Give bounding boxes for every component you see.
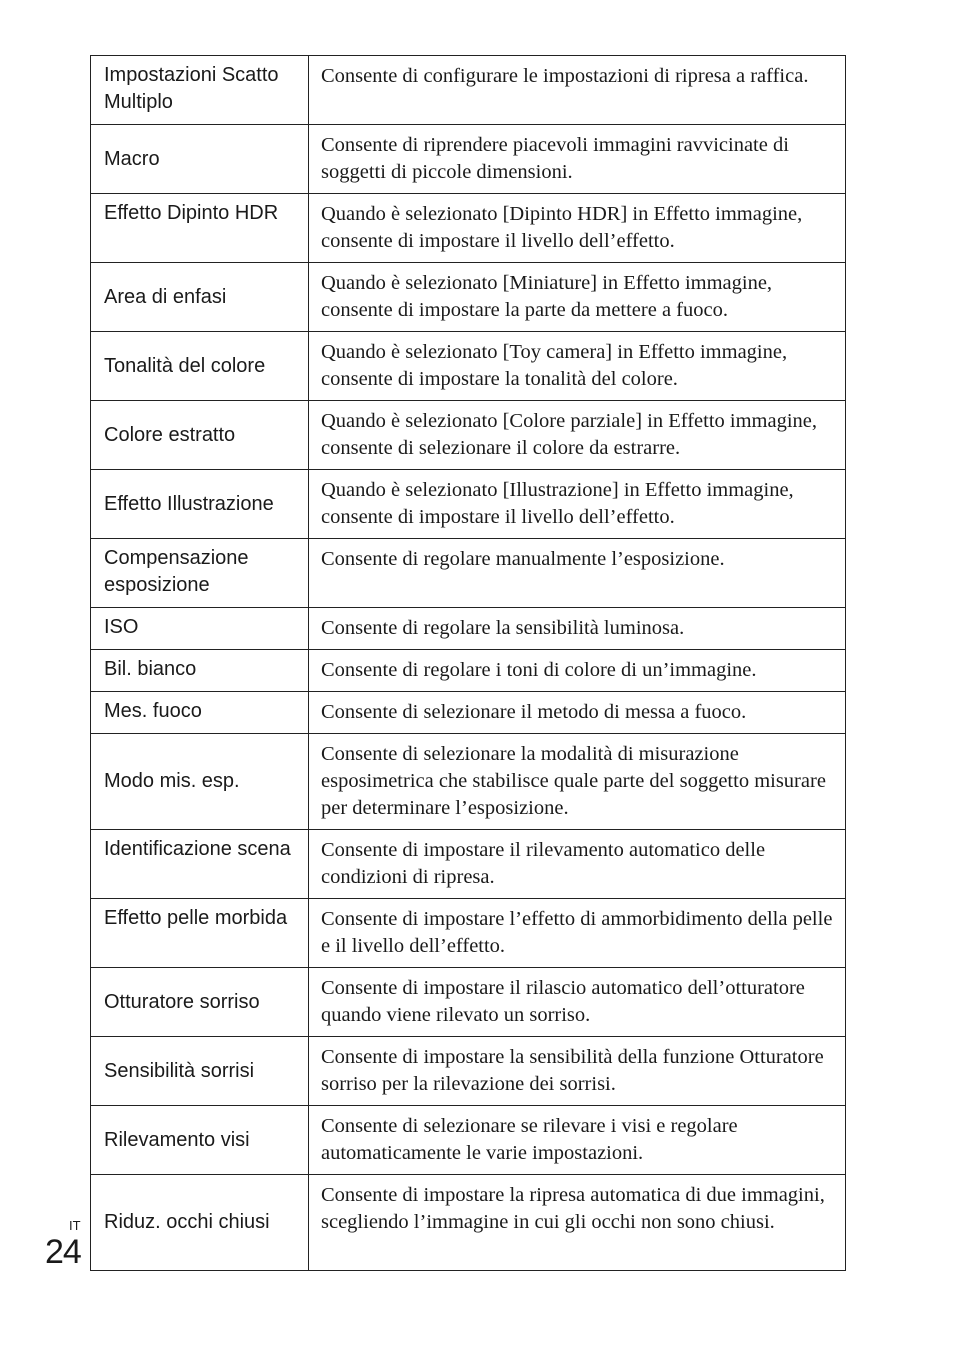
table-row (91, 125, 846, 194)
setting-name: Modo mis. esp. (91, 734, 309, 830)
setting-name: Bil. bianco (91, 650, 309, 692)
setting-description: Consente di riprendere piacevoli immagini ravvicinate di soggetti di piccole dimensioni. (309, 125, 846, 194)
table-row (91, 401, 846, 470)
table-row (91, 734, 846, 830)
setting-description: Quando è selezionato [Miniature] in Effetto immagine, consente di impostare la parte da mettere a fuoco. (309, 263, 846, 332)
setting-description: Consente di regolare i toni di colore di un’immagine. (309, 650, 846, 692)
setting-name: Otturatore sorriso (91, 968, 309, 1037)
setting-name: Rilevamento visi (91, 1106, 309, 1175)
setting-name: Mes. fuoco (91, 692, 309, 734)
setting-name: Impostazioni Scatto Multiplo (91, 56, 309, 125)
setting-description: Consente di selezionare la modalità di misurazione esposimetrica che stabilisce quale parte del soggetto misurare per determinare l’esposizione. (309, 734, 846, 830)
setting-description: Consente di impostare il rilascio automatico dell’otturatore quando viene rilevato un sorriso. (309, 968, 846, 1037)
page-language-label: IT (69, 1218, 81, 1233)
table-row (91, 470, 846, 539)
setting-name: Effetto Illustrazione (91, 470, 309, 539)
setting-description: Consente di selezionare il metodo di messa a fuoco. (309, 692, 846, 734)
setting-name: Colore estratto (91, 401, 309, 470)
page-number: 24 (45, 1233, 81, 1271)
setting-description: Consente di impostare l’effetto di ammorbidimento della pelle e il livello dell’effetto. (309, 899, 846, 968)
setting-description: Consente di impostare la sensibilità della funzione Otturatore sorriso per la rilevazione dei sorrisi. (309, 1037, 846, 1106)
setting-description: Quando è selezionato [Illustrazione] in Effetto immagine, consente di impostare il livello dell’effetto. (309, 470, 846, 539)
settings-table (90, 55, 846, 1271)
setting-description: Quando è selezionato [Dipinto HDR] in Effetto immagine, consente di impostare il livello dell’effetto. (309, 194, 846, 263)
table-row (91, 1106, 846, 1175)
table-row (91, 650, 846, 692)
table-row (91, 56, 846, 125)
table-row (91, 899, 846, 968)
setting-name: Effetto Dipinto HDR (91, 194, 309, 263)
setting-description: Consente di configurare le impostazioni di ripresa a raffica. (309, 56, 846, 125)
table-row (91, 692, 846, 734)
table-row (91, 1037, 846, 1106)
setting-name: Sensibilità sorrisi (91, 1037, 309, 1106)
setting-name: Area di enfasi (91, 263, 309, 332)
setting-description: Consente di regolare la sensibilità luminosa. (309, 608, 846, 650)
setting-name: ISO (91, 608, 309, 650)
table-row (91, 194, 846, 263)
setting-description: Consente di selezionare se rilevare i visi e regolare automaticamente le varie impostazioni. (309, 1106, 846, 1175)
setting-name: Effetto pelle morbida (91, 899, 309, 968)
table-row (91, 539, 846, 608)
table-row (91, 332, 846, 401)
setting-name: Compensazione esposizione (91, 539, 309, 608)
setting-description: Consente di regolare manualmente l’esposizione. (309, 539, 846, 608)
table-row (91, 1175, 846, 1271)
setting-description: Consente di impostare la ripresa automatica di due immagini, scegliendo l’immagine in cui gli occhi non sono chiusi. (309, 1175, 846, 1271)
setting-name: Identificazione scena (91, 830, 309, 899)
setting-description: Quando è selezionato [Toy camera] in Effetto immagine, consente di impostare la tonalità del colore. (309, 332, 846, 401)
setting-name: Riduz. occhi chiusi (91, 1175, 309, 1271)
table-row (91, 830, 846, 899)
setting-name: Macro (91, 125, 309, 194)
setting-description: Quando è selezionato [Colore parziale] in Effetto immagine, consente di selezionare il colore da estrarre. (309, 401, 846, 470)
table-row (91, 608, 846, 650)
table-row (91, 968, 846, 1037)
setting-description: Consente di impostare il rilevamento automatico delle condizioni di ripresa. (309, 830, 846, 899)
setting-name: Tonalità del colore (91, 332, 309, 401)
table-row (91, 263, 846, 332)
